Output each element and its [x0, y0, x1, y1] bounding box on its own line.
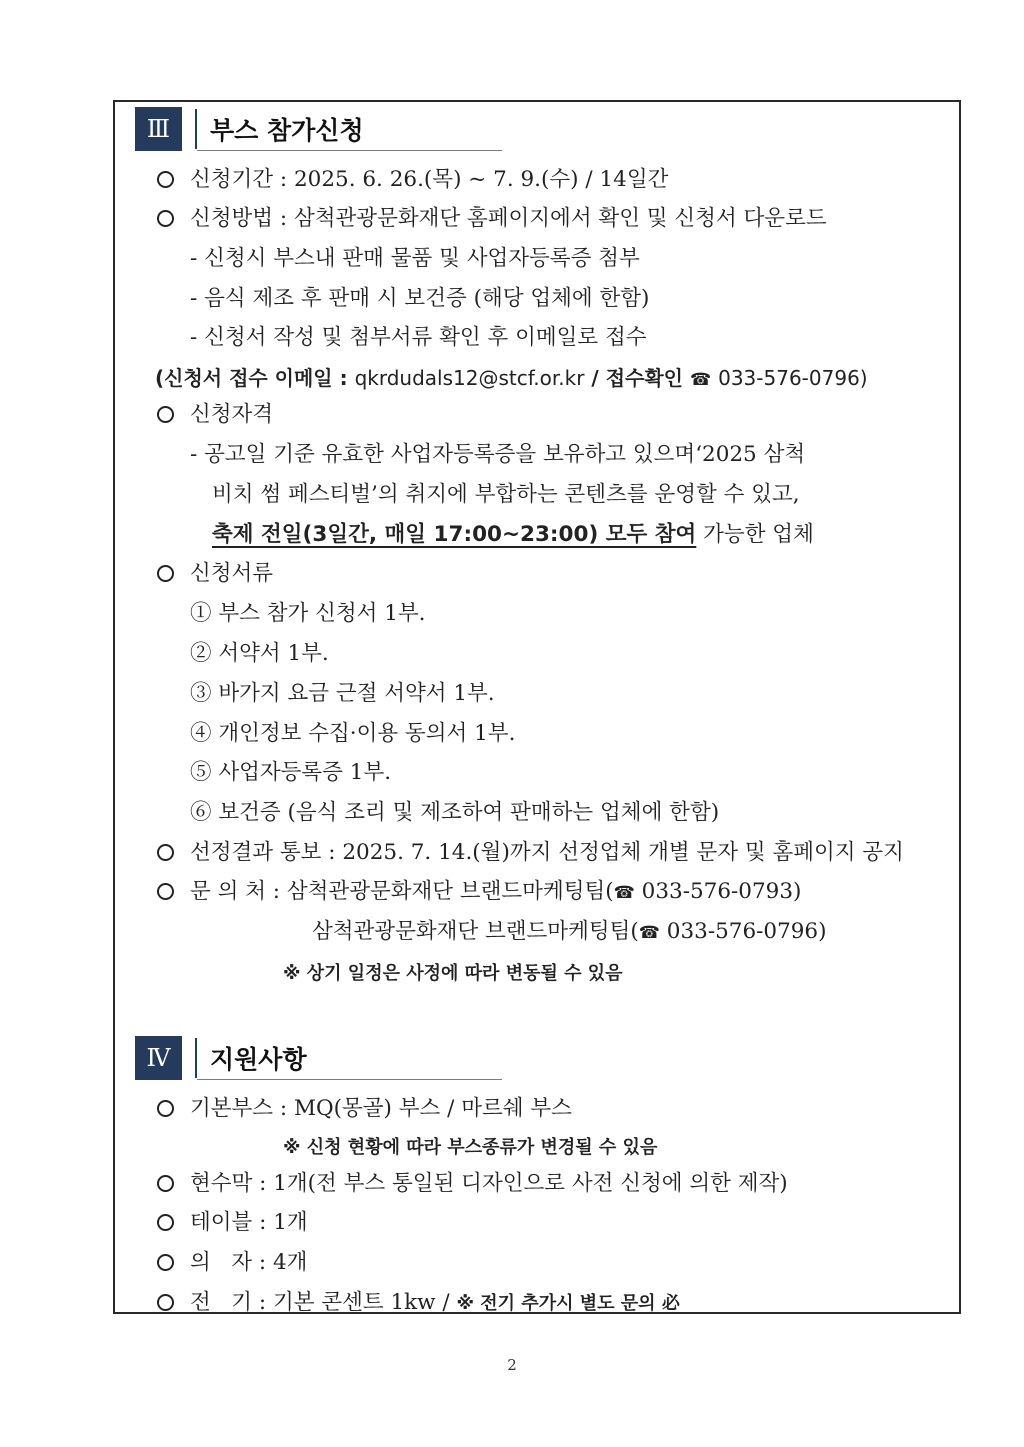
power-note: ※ 전기 추가시 별도 문의 必: [456, 1293, 680, 1314]
qualification-text: 신청자격: [190, 402, 274, 427]
section-4-title: 지원사항: [210, 1045, 307, 1074]
power-text: 전 기 : 기본 콘센트 1kw /: [190, 1290, 457, 1314]
section-3-title: 부스 참가신청: [210, 116, 364, 145]
section-3-numeral: Ⅲ: [135, 107, 182, 151]
bullet-circle-icon: [157, 1254, 174, 1271]
phone-icon: ☎: [638, 923, 660, 943]
inquiry-line: [157, 877, 801, 908]
method-text: 신청방법 : 삼척관광문화재단 홈페이지에서 확인 및 신청서 다운로드: [190, 206, 827, 231]
inquiry-2-label: 삼척관광문화재단 브랜드마케팅팀(: [312, 919, 639, 944]
documents-text: 신청서류: [190, 561, 274, 586]
page-number: 2: [507, 1356, 517, 1374]
confirm-label: / 접수확인: [591, 366, 683, 390]
header-underline: [197, 1079, 502, 1080]
qualification-rest: 가능한 업체: [696, 522, 814, 547]
method-line: [157, 204, 827, 234]
bullet-circle-icon: [157, 406, 174, 423]
bullet-circle-icon: [157, 883, 174, 900]
inquiry-label: 문 의 처 : 삼척관광문화재단 브랜드마케팅팀(: [190, 879, 614, 904]
method-item: - 신청시 부스내 판매 물품 및 사업자등록증 첨부: [190, 246, 640, 271]
section-4-numeral: Ⅳ: [135, 1036, 182, 1080]
bullet-circle-icon: [157, 1214, 174, 1231]
email-address[interactable]: qkrdudals12@stcf.or.kr: [354, 366, 585, 390]
header-divider: [195, 1038, 197, 1078]
document-item: ① 부스 참가 신청서 1부.: [190, 601, 426, 626]
qualification-desc-3: [212, 520, 814, 550]
qualification-emphasis: 축제 전일(3일간, 매일 17:00~23:00) 모두 참여: [212, 522, 697, 547]
phone-icon: ☎: [613, 883, 635, 903]
bullet-circle-icon: [157, 1294, 174, 1311]
period-text: 신청기간 : 2025. 6. 26.(목) ~ 7. 9.(수) / 14일간: [190, 167, 669, 192]
document-item: ④ 개인정보 수집·이용 동의서 1부.: [190, 721, 516, 746]
method-item: - 신청서 작성 및 첨부서류 확인 후 이메일로 접수: [190, 325, 647, 350]
document-item: ② 서약서 1부.: [190, 641, 329, 666]
banner-text: 현수막 : 1개(전 부스 통일된 디자인으로 사전 신청에 의한 제작): [190, 1171, 788, 1196]
booth-note: ※ 신청 현황에 따라 부스종류가 변경될 수 있음: [283, 1137, 658, 1158]
confirm-phone: 033-576-0796): [718, 366, 868, 390]
bullet-circle-icon: [157, 1100, 174, 1117]
bullet-circle-icon: [157, 565, 174, 582]
result-text: 선정결과 통보 : 2025. 7. 14.(월)까지 선정업체 개별 문자 및 홈페이지 공지: [190, 840, 904, 865]
period-line: [157, 165, 668, 195]
qualification-line: [157, 400, 273, 430]
email-line: [155, 363, 868, 395]
phone-icon: ☎: [689, 370, 712, 390]
header-underline: [197, 150, 502, 151]
bullet-circle-icon: [157, 1175, 174, 1192]
chair-line: [157, 1248, 307, 1278]
method-item: - 음식 제조 후 판매 시 보건증 (해당 업체에 한함): [190, 286, 650, 311]
bullet-circle-icon: [157, 210, 174, 227]
document-item: ⑤ 사업자등록증 1부.: [190, 760, 392, 785]
chair-text: 의 자 : 4개: [190, 1250, 308, 1275]
bullet-circle-icon: [157, 844, 174, 861]
document-item: ③ 바가지 요금 근절 서약서 1부.: [190, 681, 495, 706]
document-item: ⑥ 보건증 (음식 조리 및 제조하여 판매하는 업체에 한함): [190, 800, 720, 825]
content-frame: [113, 100, 961, 1314]
inquiry-line-2: [312, 917, 827, 948]
table-text: 테이블 : 1개: [190, 1210, 308, 1235]
booth-text: 기본부스 : MQ(몽골) 부스 / 마르쉐 부스: [190, 1096, 572, 1121]
documents-line: [157, 559, 273, 589]
table-line: [157, 1208, 308, 1238]
inquiry-phone-2: 033-576-0796): [659, 919, 827, 944]
result-line: [157, 838, 904, 868]
qualification-desc-1: - 공고일 기준 유효한 사업자등록증을 보유하고 있으며‘2025 삼척: [190, 442, 806, 467]
power-line: [157, 1288, 680, 1314]
qualification-desc-2: 비치 썸 페스티벌’의 취지에 부합하는 콘텐츠를 운영할 수 있고,: [212, 482, 800, 507]
inquiry-phone-1: 033-576-0793): [634, 879, 802, 904]
bullet-circle-icon: [157, 171, 174, 188]
schedule-note: ※ 상기 일정은 사정에 따라 변동될 수 있음: [283, 963, 623, 984]
booth-line: [157, 1094, 572, 1124]
header-divider: [195, 109, 197, 149]
email-prefix: (신청서 접수 이메일 :: [155, 366, 348, 390]
banner-line: [157, 1169, 788, 1199]
